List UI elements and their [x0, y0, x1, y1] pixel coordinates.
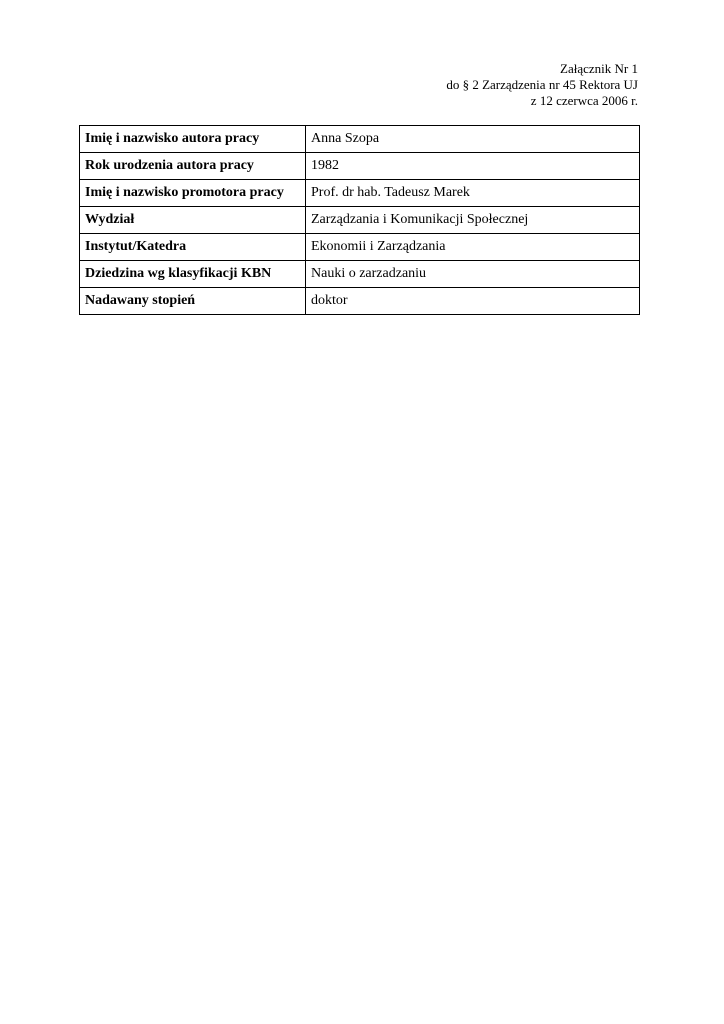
- row-label: Nadawany stopień: [80, 288, 306, 315]
- attachment-date: z 12 czerwca 2006 r.: [530, 93, 638, 108]
- table-row-degree: [80, 288, 640, 315]
- row-label: Imię i nazwisko autora pracy: [80, 126, 306, 153]
- row-value: doktor: [306, 288, 640, 315]
- attachment-note: [446, 61, 638, 109]
- table-row-author-name: [80, 126, 640, 153]
- row-value: Nauki o zarzadzaniu: [306, 261, 640, 288]
- row-value: 1982: [306, 153, 640, 180]
- thesis-metadata-table: [79, 125, 640, 315]
- table-row-faculty: [80, 207, 640, 234]
- table-row-field: [80, 261, 640, 288]
- attachment-regulation: do § 2 Zarządzenia nr 45 Rektora UJ: [446, 77, 638, 92]
- row-value: Prof. dr hab. Tadeusz Marek: [306, 180, 640, 207]
- row-value: Anna Szopa: [306, 126, 640, 153]
- table-row-supervisor: [80, 180, 640, 207]
- table-row-birth-year: [80, 153, 640, 180]
- attachment-number: Załącznik Nr 1: [560, 61, 638, 76]
- table-row-institute: [80, 234, 640, 261]
- row-label: Wydział: [80, 207, 306, 234]
- row-label: Instytut/Katedra: [80, 234, 306, 261]
- row-label: Rok urodzenia autora pracy: [80, 153, 306, 180]
- row-value: Zarządzania i Komunikacji Społecznej: [306, 207, 640, 234]
- row-label: Dziedzina wg klasyfikacji KBN: [80, 261, 306, 288]
- row-value: Ekonomii i Zarządzania: [306, 234, 640, 261]
- row-label: Imię i nazwisko promotora pracy: [80, 180, 306, 207]
